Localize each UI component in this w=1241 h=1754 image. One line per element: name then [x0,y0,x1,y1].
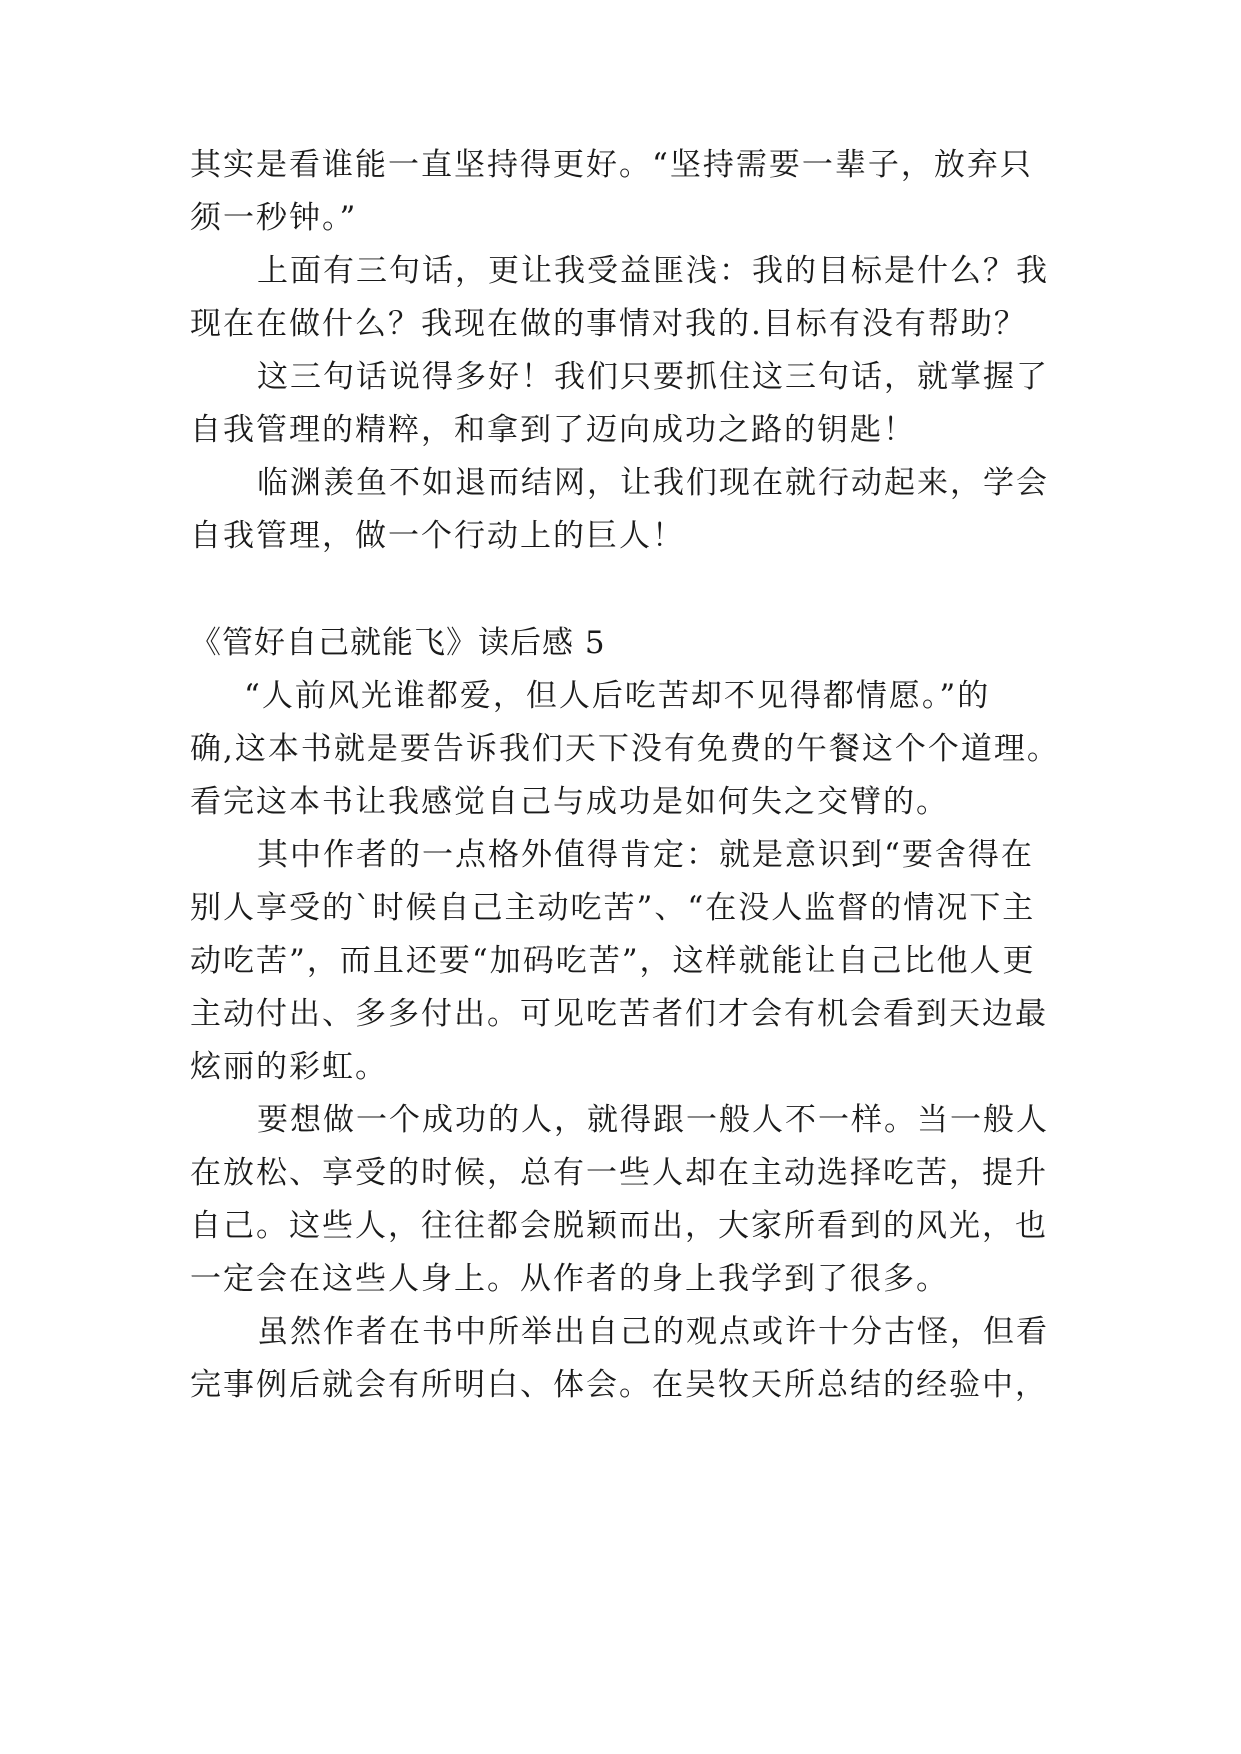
text-line: 自我管理的精粹，和拿到了迈向成功之路的钥匙！ [190,412,916,448]
paragraph-line: 临渊羡鱼不如退而结网，让我们现在就行动起来，学会 [257,465,1049,501]
text-line: 别人享受的`时候自己主动吃苦”、“在没人监督的情况下主 [190,890,1036,926]
text-line: 自己。这些人，往往都会脱颖而出，大家所看到的风光，也 [190,1208,1048,1244]
text-line: 看完这本书让我感觉自己与成功是如何失之交臂的。 [190,784,949,820]
section-heading: 《管好自己就能飞》读后感 5 [190,625,606,661]
text-line: 须一秒钟。” [190,200,358,236]
paragraph-line: 虽然作者在书中所举出自己的观点或许十分古怪，但看 [257,1314,1049,1350]
paragraph-line: 其中作者的一点格外值得肯定：就是意识到“要舍得在 [257,837,1034,873]
text-line: 在放松、享受的时候，总有一些人却在主动选择吃苦，提升 [190,1155,1048,1191]
text-line: 自我管理，做一个行动上的巨人！ [190,518,685,554]
text-line: 现在在做什么？我现在做的事情对我的.目标有没有帮助？ [190,306,1027,342]
text-line: 完事例后就会有所明白、体会。在吴牧天所总结的经验中， [190,1367,1048,1403]
text-line: 其实是看谁能一直坚持得更好。“坚持需要一辈子，放弃只 [190,147,1033,183]
paragraph-line: “人前风光谁都爱，但人后吃苦却不见得都情愿。”的 [244,678,991,714]
text-line: 主动付出、多多付出。可见吃苦者们才会有机会看到天边最 [190,996,1048,1032]
text-line: 一定会在这些人身上。从作者的身上我学到了很多。 [190,1261,949,1297]
paragraph-line: 要想做一个成功的人，就得跟一般人不一样。当一般人 [257,1102,1049,1138]
text-line: 确,这本书就是要告诉我们天下没有免费的午餐这个个道理。 [190,731,1060,767]
text-line: 炫丽的彩虹。 [190,1049,388,1085]
text-line: 动吃苦”，而且还要“加码吃苦”，这样就能让自己比他人更 [190,943,1036,979]
paragraph-line: 上面有三句话，更让我受益匪浅：我的目标是什么？我 [257,253,1049,289]
paragraph-line: 这三句话说得多好！我们只要抓住这三句话，就掌握了 [257,359,1049,395]
